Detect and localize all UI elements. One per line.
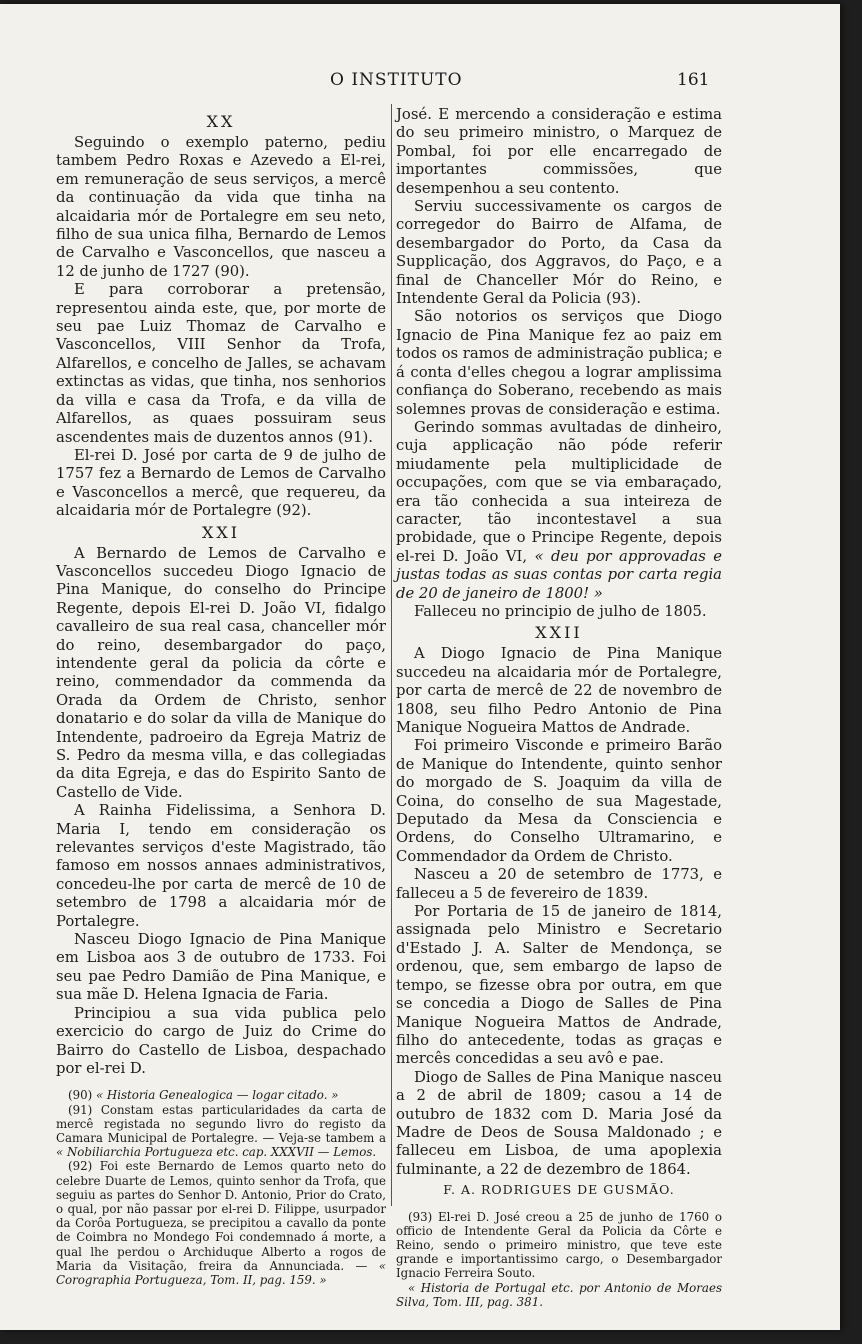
footnotes-left bbox=[56, 1088, 386, 1287]
footnote-91 bbox=[56, 1103, 386, 1160]
paragraph-text: Gerindo sommas avultadas de dinheiro, cuja applicação não póde referir miudamente pela multiplicidade de occupações, com que se via embaraçado, era tão conhecida a sua inteireza de caracter, tão incontestavel a sua probidade, que o Principe Regente, depois el-rei D. João VI, bbox=[396, 418, 722, 565]
footnote-number: (90) bbox=[68, 1088, 93, 1103]
paragraph: José. E mercendo a consideração e estima do seu primeiro ministro, o Marquez de Pombal, foi por elle encarregado de importantes commissões, que desempenhou a seu contento. bbox=[396, 106, 722, 197]
book-page bbox=[0, 4, 840, 1330]
quoted-passage: « deu por approvadas e justas todas as suas contas por carta regia de 20 de janeiro de 1800! » bbox=[396, 547, 722, 602]
footnote-citation: « Historia de Portugal etc. por Antonio de Moraes Silva, Tom. III, pag. 381. bbox=[396, 1280, 722, 1309]
footnote-93-citation bbox=[396, 1281, 722, 1309]
footnotes-right bbox=[396, 1210, 722, 1309]
paragraph: A Rainha Fidelissima, a Senhora D. Maria I, tendo em consideração os relevantes serviços d'este Magistrado, tão famoso em nossos annaes administrativos, concedeu-lhe por carta de mercê de 10 de setembro de 1798 a alcaidaria mór de Portalegre. bbox=[56, 802, 386, 930]
footnote-90 bbox=[56, 1088, 386, 1102]
right-column bbox=[396, 106, 722, 1309]
section-heading-xxi: XXI bbox=[201, 522, 241, 542]
left-column bbox=[56, 110, 386, 1287]
paragraph: El-rei D. José por carta de 9 de julho de 1757 fez a Bernardo de Lemos de Carvalho e Vasconcellos a mercê, que requereu, da alcaidaria mór de Portalegre (92). bbox=[56, 446, 386, 520]
paragraph: Principiou a sua vida publica pelo exercicio do cargo de Juiz do Crime do Bairro do Castello de Lisboa, despachado por el-rei D. bbox=[56, 1004, 386, 1077]
footnote-92 bbox=[56, 1159, 386, 1287]
section-heading-xxii: XXII bbox=[535, 623, 583, 643]
paragraph: Por Portaria de 15 de janeiro de 1814, assignada pelo Ministro e Secretario d'Estado J. A. Salter de Mendonça, se ordenou, que, sem embargo de lapso de tempo, se fizesse obra por outra, em que se concedia a Diogo de Salles de Pina Manique Nogueira Mattos de Andrade, filho do antecedente, todas as graças e mercês concedidas a seu avô e pae. bbox=[396, 903, 722, 1068]
footnote-citation: « Historia Genealogica — logar citado. » bbox=[95, 1088, 339, 1103]
paragraph: Nasceu a 20 de setembro de 1773, e falleceu a 5 de fevereiro de 1839. bbox=[396, 866, 722, 902]
paragraph: A Diogo Ignacio de Pina Manique succedeu na alcaidaria mór de Portalegre, por carta de mercê de 22 de novembro de 1808, seu filho Pedro Antonio de Pina Manique Nogueira Mattos de Andrade. bbox=[396, 645, 722, 736]
paragraph: Nasceu Diogo Ignacio de Pina Manique em Lisboa aos 3 de outubro de 1733. Foi seu pae Pedro Damião de Pina Manique, e sua mãe D. Helena Ignacia de Faria. bbox=[56, 931, 386, 1004]
footnote-93 bbox=[396, 1210, 722, 1281]
footnote-citation: « Corographia Portugueza, Tom. II, pag. 159. » bbox=[56, 1258, 387, 1287]
footnote-citation: « Nobiliarchia Portugueza etc. cap. XXXVII — Lemos. bbox=[56, 1145, 377, 1160]
running-title: O INSTITUTO bbox=[330, 70, 463, 90]
footnote-text: (91) Constam estas particularidades da carta de mercê registada no segundo livro do registo da Camara Municipal de Portalegre. — Veja-se tambem a bbox=[56, 1102, 386, 1145]
paragraph: Seguindo o exemplo paterno, pediu tambem Pedro Roxas e Azevedo a El-rei, em remuneração de seus serviços, a mercê da continuação da vida que tinha na alcaidaria mór de Portalegre em seu neto, filho de sua unica filha, Bernardo de Lemos de Carvalho e Vasconcellos, que nasceu a 12 de junho de 1727 (90). bbox=[56, 134, 386, 280]
paragraph: E para corroborar a pretensão, representou ainda este, que, por morte de seu pae Luiz Thomaz de Carvalho e Vasconcellos, VIII Senhor da Trofa, Alfarellos, e concelho de Jalles, se achavam extinctas as vidas, que tinha, nos senhorios da villa e casa da Trofa, e da villa de Alfarellos, as quaes possuiram seus ascendentes mais de duzentos annos (91). bbox=[56, 281, 386, 446]
page-number: 161 bbox=[677, 70, 710, 90]
column-divider bbox=[391, 104, 392, 1206]
author-signature: F. A. RODRIGUES DE GUSMÃO. bbox=[443, 1182, 675, 1198]
paragraph: Diogo de Salles de Pina Manique nasceu a 2 de abril de 1809; casou a 14 de outubro de 1832 com D. Maria José da Madre de Deos de Sousa Maldonado ; e falleceu em Lisboa, de uma apoplexia fulminante, a 22 de dezembro de 1864. bbox=[396, 1068, 722, 1178]
footnote-text: (92) Foi este Bernardo de Lemos quarto neto do celebre Duarte de Lemos, quinto senhor da Trofa, que seguiu as partes do Senhor D. Antonio, Prior do Crato, o qual, por não passar por el-rei D. Filippe, usurpador da Corôa Portugueza, se precipitou a cavallo da ponte de Coimbra no Mondego Foi condemnado á morte, a qual lhe perdou o Archiduque Alberto a rogos de Maria da Visitação, freira da Annunciada. — bbox=[56, 1159, 386, 1273]
paragraph: Falleceu no principio de julho de 1805. bbox=[414, 602, 707, 620]
paragraph: Serviu successivamente os cargos de corregedor do Bairro de Alfama, de desembargador do Porto, da Casa da Supplicação, dos Aggravos, do Paço, e a final de Chanceller Mór do Reino, e Intendente Geral da Policia (93). bbox=[396, 198, 722, 308]
paragraph: Foi primeiro Visconde e primeiro Barão de Manique do Intendente, quinto senhor do morgado de S. Joaquim da villa de Coina, do conselho de sua Magestade, Deputado da Mesa da Consciencia e Ordens, do Conselho Ultramarino, e Commendador da Ordem de Christo. bbox=[396, 737, 722, 865]
paragraph: São notorios os serviços que Diogo Ignacio de Pina Manique fez ao paiz em todos os ramos de administração publica; e á conta d'elles chegou a lograr amplissima confiança do Soberano, recebendo as mais solemnes provas de consideração e estima. bbox=[396, 308, 722, 418]
paragraph: A Bernardo de Lemos de Carvalho e Vasconcellos succedeu Diogo Ignacio de Pina Manique, do conselho do Principe Regente, depois El-rei D. João VI, fidalgo cavalleiro de sua real casa, chanceller mór do reino, desembargador do paço, intendente geral da policia da côrte e reino, commendador da commenda da Orada da Ordem de Christo, senhor donatario e do solar da villa de Manique do Intendente, padroeiro da Egreja Matriz de S. Pedro da mesma villa, e das collegiadas da dita Egreja, e das do Espirito Santo de Castello de Vide. bbox=[56, 544, 386, 801]
section-heading-xx: XX bbox=[206, 112, 236, 131]
paragraph bbox=[396, 419, 722, 603]
footnote-text: (93) El-rei D. José creou a 25 de junho de 1760 o officio de Intendente Geral da Policia da Côrte e Reino, sendo o primeiro ministro, que teve este grande e importantissimo cargo, o Desembargador Ignacio Ferreira Souto. bbox=[396, 1209, 722, 1281]
page-header bbox=[0, 70, 840, 92]
